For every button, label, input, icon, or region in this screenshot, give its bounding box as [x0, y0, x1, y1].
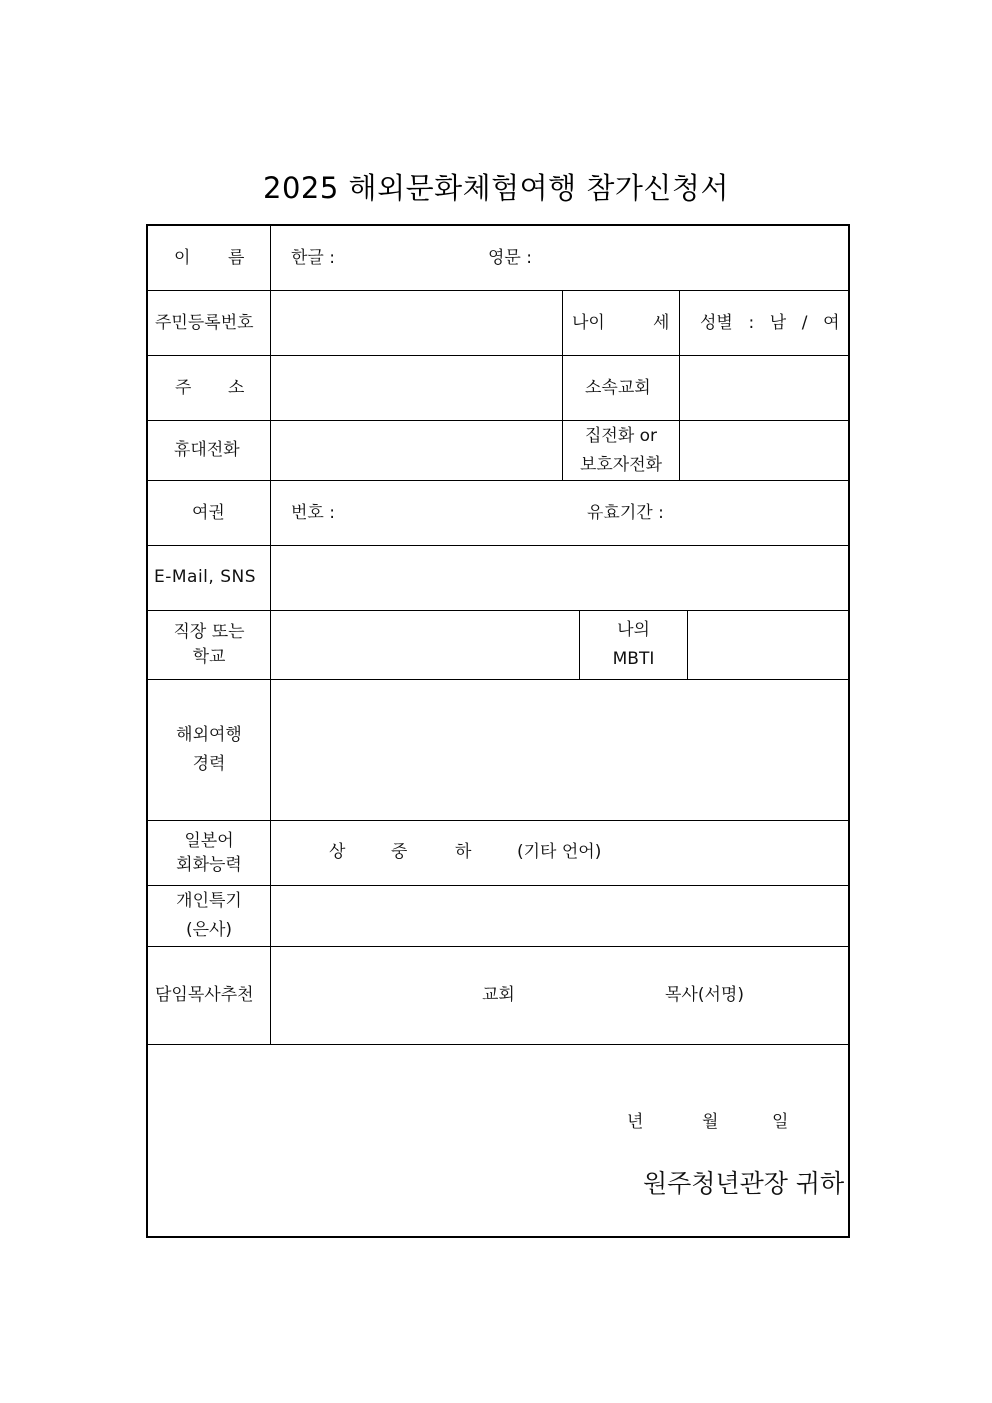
row-divider [148, 885, 848, 886]
church-label: 소속교회 [585, 378, 651, 398]
date-day[interactable]: 일 [772, 1112, 789, 1132]
addressee: 원주청년관장 귀하 [643, 1169, 845, 1198]
japanese-mid-option[interactable]: 중 [391, 842, 408, 862]
mbti-label-line1: 나의 [617, 620, 650, 640]
mobile-label: 휴대전화 [174, 440, 240, 460]
column-divider [679, 290, 680, 480]
gender-field[interactable]: 성별 : 남 / 여 [700, 313, 840, 333]
home-phone-label-line1: 집전화 or [584, 426, 658, 446]
age-unit: 세 [653, 313, 670, 333]
pastor-recommendation-label: 담임목사추천 [155, 985, 254, 1005]
pastor-signature-field[interactable]: 목사(서명) [665, 985, 744, 1005]
name-english-field[interactable]: 영문 : [488, 248, 532, 268]
row-divider [148, 820, 848, 821]
japanese-high-option[interactable]: 상 [329, 842, 346, 862]
japanese-label-line1: 일본어 [184, 831, 234, 851]
address-label-2: 소 [228, 378, 245, 398]
row-divider [148, 355, 848, 356]
row-divider [148, 480, 848, 481]
email-label: E-Mail, SNS [154, 567, 257, 587]
passport-label: 여권 [192, 503, 225, 523]
row-divider [148, 946, 848, 947]
form-title: 2025 해외문화체험여행 참가신청서 [263, 171, 729, 205]
talent-label-line1: 개인특기 [176, 891, 242, 911]
travel-label-line1: 해외여행 [176, 725, 242, 745]
application-form [146, 224, 850, 1238]
date-year[interactable]: 년 [627, 1112, 644, 1132]
japanese-low-option[interactable]: 하 [455, 842, 472, 862]
name-label-2: 름 [228, 248, 245, 268]
talent-label [148, 887, 270, 945]
work-label [148, 620, 270, 670]
passport-number-field[interactable]: 번호 : [291, 503, 335, 523]
japanese-label-line2: 회화능력 [176, 855, 242, 875]
travel-label-line2: 경력 [192, 754, 226, 774]
row-divider [148, 545, 848, 546]
recommending-church-field[interactable]: 교회 [482, 985, 515, 1005]
talent-label-line2: (은사) [185, 920, 233, 940]
japanese-label [148, 829, 270, 877]
mbti-label-line2: MBTI [612, 649, 655, 669]
row-divider [148, 679, 848, 680]
rrn-label: 주민등록번호 [155, 313, 254, 333]
row-divider [148, 1044, 848, 1045]
address-label-1: 주 [175, 378, 192, 398]
date-month[interactable]: 월 [702, 1112, 719, 1132]
work-label-line1: 직장 또는 [173, 622, 245, 642]
home-phone-label-line2: 보호자전화 [579, 455, 663, 475]
age-label: 나이 [572, 313, 605, 333]
other-language-field[interactable]: (기타 언어) [517, 842, 602, 862]
name-label-1: 이 [174, 248, 191, 268]
home-phone-label [563, 422, 679, 480]
row-divider [148, 610, 848, 611]
column-divider [687, 610, 688, 679]
row-divider [148, 290, 848, 291]
row-divider [148, 420, 848, 421]
travel-label [148, 721, 270, 779]
name-korean-field[interactable]: 한글 : [291, 248, 335, 268]
work-label-line2: 학교 [192, 647, 226, 667]
mbti-label [580, 616, 687, 674]
passport-expiry-field[interactable]: 유효기간 : [587, 503, 664, 523]
label-column-divider [270, 226, 271, 1044]
